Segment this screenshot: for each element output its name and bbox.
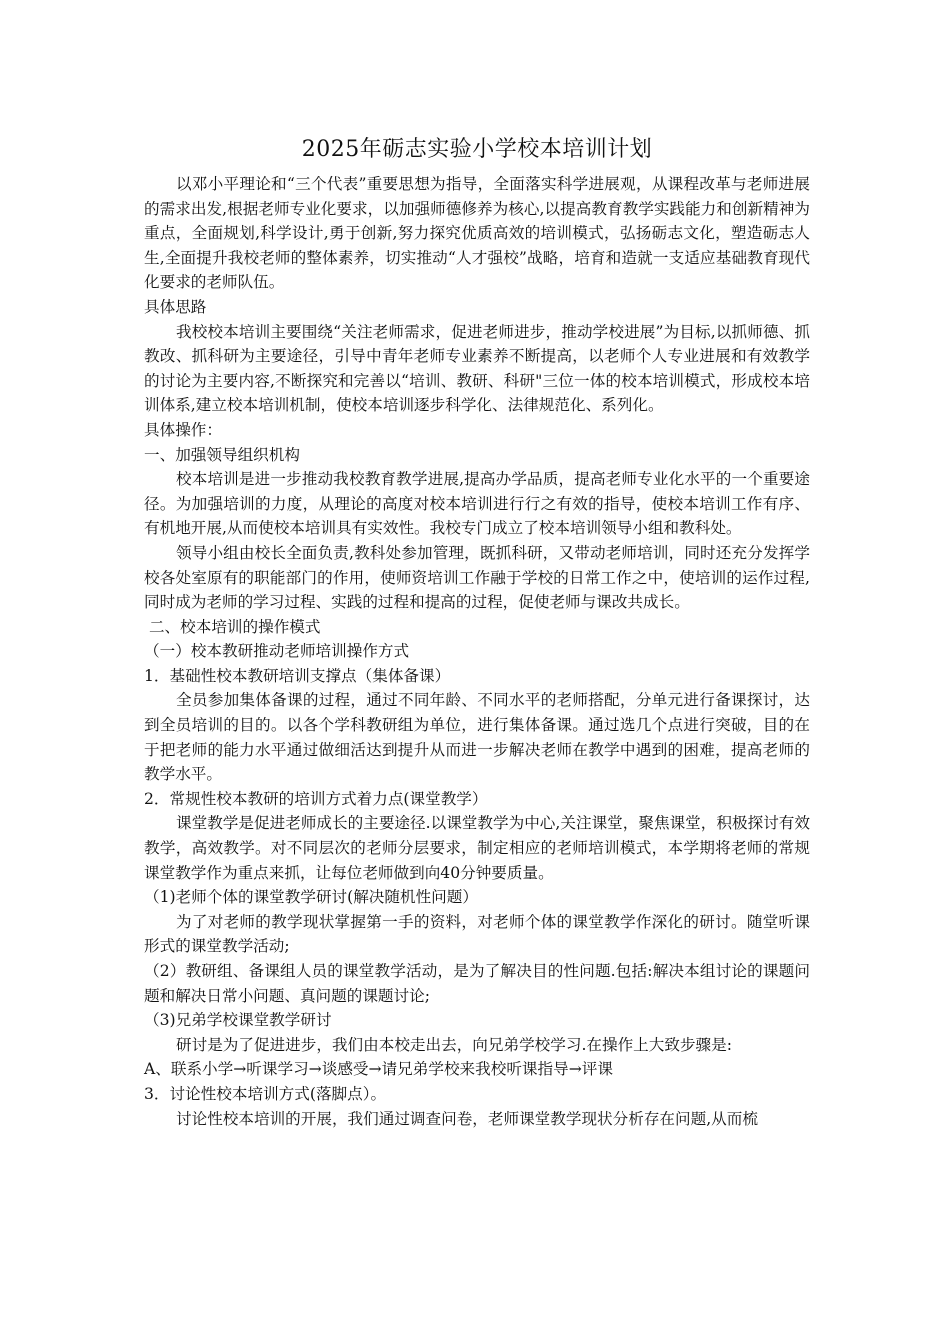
item2-sub3-paragraph: 研讨是为了促进进步，我们由本校走出去，向兄弟学校学习.在操作上大致步骤是: [176,1035,732,1054]
item2-sub3-steps: A、联系小学→听课学习→谈感受→请兄弟学校来我校听课指导→评课 [144,1060,613,1079]
section1-heading: 一、加强领导组织机构 [144,445,300,464]
document-body [144,132,810,1131]
item3-heading: 3．讨论性校本培训方式(落脚点）。 [144,1084,387,1103]
heading-operation: 具体操作： [144,420,222,439]
item2-sub2-paragraph: （2）教研组、备课组人员的课堂教学活动，是为了解决目的性问题.包括:解决本组讨论的课题问题和解决日常小问题、真问题的课题讨论; [144,962,810,1005]
item3-paragraph: 讨论性校本培训的开展，我们通过调查问卷，老师课堂教学现状分析存在问题,从而梳 [176,1109,758,1128]
item1-heading: 1．基础性校本教研培训支撑点（集体备课） [144,666,451,685]
item2-paragraph: 课堂教学是促进老师成长的主要途径.以课堂教学为中心,关注课堂，聚焦课堂，积极探讨有效教学，高效教学。对不同层次的老师分层要求，制定相应的老师培训模式，本学期将老师的常规课堂教学作为重点来抓，让每位老师做到向40分钟要质量。 [144,814,810,882]
heading-thinking: 具体思路 [144,297,207,316]
intro-paragraph: 以邓小平理论和“三个代表”重要思想为指导，全面落实科学进展观，从课程改革与老师进展的需求出发,根据老师专业化要求，以加强师德修养为核心,以提高教育教学实践能力和创新精神为重点，全面规划,科学设计,勇于创新,努力探究优质高效的培训模式，弘扬砺志文化，塑造砺志人生,全面提升我校老师的整体素养，切实推动“人才强校”战略，培育和造就一支适应基础教育现代化要求的老师队伍。 [144,175,810,292]
item1-paragraph: 全员参加集体备课的过程，通过不同年龄、不同水平的老师搭配，分单元进行备课探讨，达到全员培训的目的。以各个学科教研组为单位，进行集体备课。通过选几个点进行突破，目的在于把老师的能力水平通过做细活达到提升从而进一步解决老师在教学中遇到的困难，提高老师的教学水平。 [144,691,810,784]
section2-heading: 二、校本培训的操作模式 [144,617,321,636]
thinking-paragraph: 我校校本培训主要围绕“关注老师需求，促进老师进步，推动学校进展”为目标,以抓师德、抓教改、抓科研为主要途径，引导中青年老师专业素养不断提高，以老师个人专业进展和有效教学的讨论为主要内容,不断探究和完善以“培训、教研、科研"三位一体的校本培训模式，形成校本培训体系,建立校本培训机制，使校本培训逐步科学化、法律规范化、系列化。 [144,322,810,415]
item2-sub1-paragraph: 为了对老师的教学现状掌握第一手的资料，对老师个体的课堂教学作深化的研讨。随堂听课形式的课堂教学活动; [144,912,810,956]
item2-heading: 2．常规性校本教研的培训方式着力点(课堂教学） [144,789,488,808]
document-title: 2025年砺志实验小学校本培训计划 [301,137,653,162]
item2-sub1-heading: （1)老师个体的课堂教学研讨(解决随机性问题） [144,888,478,907]
sub1-heading: （一）校本教研推动老师培训操作方式 [144,642,410,661]
item2-sub3-heading: （3)兄弟学校课堂教学研讨 [144,1011,332,1030]
section1-paragraph-1: 校本培训是进一步推动我校教育教学进展,提高办学品质，提高老师专业化水平的一个重要途径。为加强培训的力度，从理论的高度对校本培训进行行之有效的指导，使校本培训工作有序、有机地开展,从而使校本培训具有实效性。我校专门成立了校本培训领导小组和教科处。 [144,470,810,538]
section1-paragraph-2: 领导小组由校长全面负责,教科处参加管理，既抓科研，又带动老师培训，同时还充分发挥学校各处室原有的职能部门的作用，使师资培训工作融于学校的日常工作之中，使培训的运作过程,同时成为老师的学习过程、实践的过程和提高的过程，促使老师与课改共成长。 [144,543,810,612]
